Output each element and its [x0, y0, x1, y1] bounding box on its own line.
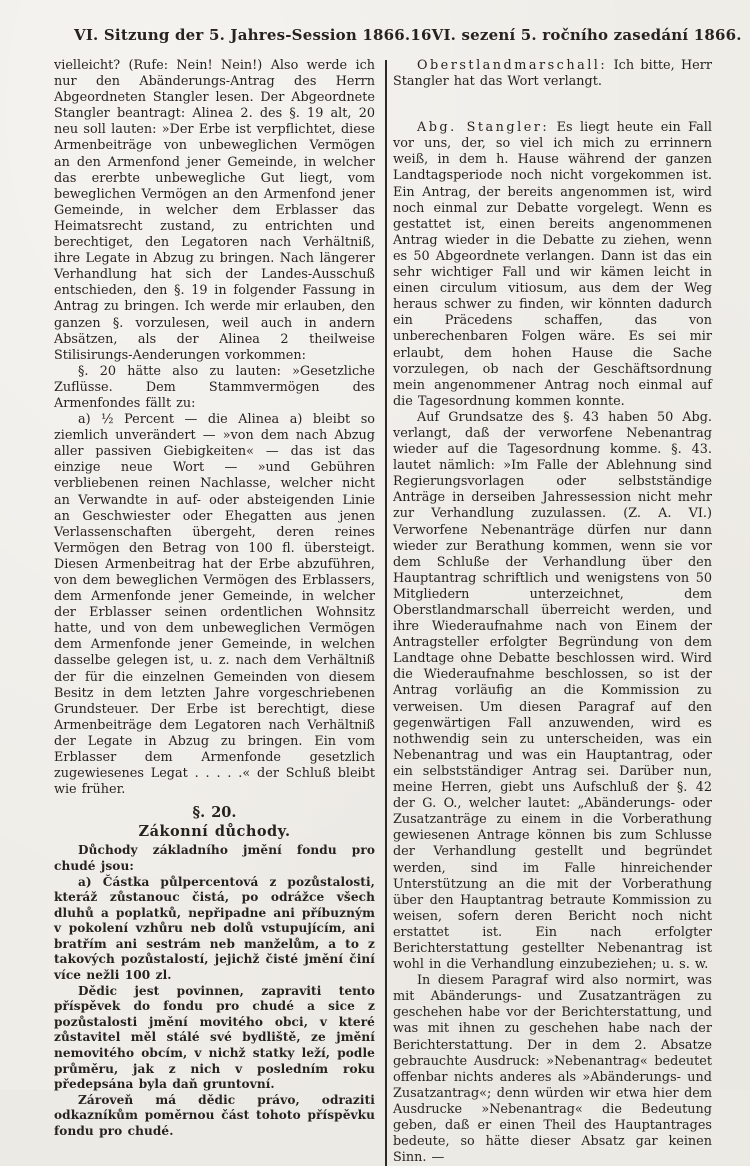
left-paragraph-4: §. 20.: [192, 804, 237, 822]
right-column: [393, 58, 712, 1166]
left-paragraph-3: a) ½ Percent — die Alinea a) bleibt so ziemlich unverändert — »von dem nach Abzug aller passiven Giebigkeiten« — das ist das einzige neue Wort — »und Gebühren verbliebenen reinen Nachlasse, welcher nicht an Verwandte in auf- oder absteigenden Linie an Geschwiester oder Ehegatten aus jenen Verlassenschaften übergeht, deren reines Vermögen den Betrag von 100 fl. übersteigt. Diesen Armenbeitrag hat der Erbe abzuführen, von dem beweglichen Vermögen des Erblassers, dem Armenfonde jener Gemeinde, in welcher der Erblasser seinen ordentlichen Wohnsitz hatte, und von dem unbeweglichen Vermögen dem Armenfonde jener Gemeinde, in welchen dasselbe gelegen ist, u. z. nach dem Verhältniß der für die einzelnen Gemeinden von diesem Besitz in dem letzten Jahre vorgeschriebenen Grundsteuer. Der Erbe ist berechtigt, diese Armenbeiträge dem Legatoren nach Verhältniß der Legate in Abzug zu bringen. Ein vom Erblasser dem Armenfonde gesetzlich zugewiesenes Legat . . . . .« der Schluß bleibt wie früher.: [54, 412, 375, 798]
page-header: [56, 26, 742, 44]
column-divider-rule: [385, 60, 387, 1166]
left-paragraph-2: §. 20 hätte also zu lauten: »Gesetzliche Zuflüsse. Dem Stammvermögen des Armenfondes fällt zu:: [54, 363, 375, 411]
right-paragraph-2: Abg. Stangler: Es liegt heute ein Fall vor uns, der, so viel ich mich zu errinnern weiß, in dem h. Hause während der ganzen Landtagsperiode noch nicht vorgekommen ist. Ein Antrag, der bereits angenommen ist, wird noch einmal zur Debatte vorgelegt. Wenn es gestattet ist, einen bereits angenommenen Antrag wieder in die Debatte zu ziehen, wenn es 50 Abgeordnete verlangen. Dann ist das ein sehr wichtiger Fall und wir kämen leicht in einen circulum vitiosum, aus dem der Weg heraus schwer zu finden, wir könnten dadurch ein Präcedens schaffen, das von unberechenbaren Folgen wäre. Es sei mir erlaubt, dem hohen Hause die Sache vorzulegen, ob nach der Geschäftsordnung mein angenommener Antrag noch einmal auf die Tagesordnung kommen konnte.: [392, 120, 712, 409]
header-title-german: VI. Sitzung der 5. Jahres-Session 1866.: [74, 26, 411, 44]
right-paragraph-4: In diesem Paragraf wird also normirt, was mit Abänderungs- und Zusatzanträgen zu geschehen habe vor der Berichterstattung, und was mit ihnen zu geschehen habe nach der Berichterstattung. Der in dem 2. Absatze gebrauchte Ausdruck: »Nebenantrag« bedeutet offenbar nichts anderes als »Abänderungs- und Zusatzantrag«; denn würden wir etwa hier dem Ausdrucke »Nebenantrag« die Bedeutung geben, daß er einen Theil des Hauptantrages bedeute, so hätte dieser Absatz gar keinen Sinn. —: [392, 973, 712, 1166]
left-paragraph-5: Zákonní důchody.: [138, 823, 291, 841]
header-title-czech: VI. sezení 5. ročního zasedání 1866.: [431, 26, 742, 44]
left-column: [54, 58, 375, 1166]
right-paragraph-3: Auf Grundsatze des §. 43 haben 50 Abg. verlangt, daß der verworfene Nebenantrag wieder auf die Tagesordnung komme. §. 43. lautet nämlich: »Im Falle der Ablehnung sind Regierungsvorlagen oder selbstständige Anträge in derseiben Jahressession nicht mehr zur Verhandlung zuzulassen. (Z. A. VI.) Verworfene Nebenanträge dürfen nur dann wieder zur Berathung kommen, wenn sie vor dem Schluße der Verhandlung über den Hauptantrag schriftlich und wenigstens von 50 Mitgliedern unterzeichnet, dem Oberstlandmarschall überreicht werden, und ihre Wiederaufnahme nach von Einem der Antragsteller erfolgter Begründung von dem Landtage ohne Debatte beschlossen wird. Wird die Wiederaufnahme beschlossen, so ist der Antrag vorläufig an die Kommission zu verweisen. Um diesen Paragraf auf den gegenwärtigen Fall anzuwenden, wird es nothwendig sein zu unterscheiden, was ein Nebenantrag und was ein Hauptantrag, oder ein selbstständiger Antrag sei. Darüber nun, meine Herren, giebt uns Aufschluß der §. 42 der G. O., welcher lautet: „Abänderungs- oder Zusatzanträge zu einem in die Vorberathung gewiesenen Antrage können bis zum Schlusse der Verhandlung gestellt und begründet werden, sind im Falle hinreichender Unterstützung an die mit der Vorberathung über den Hauptantrag betraute Kommission zu weisen, sofern deren Bericht noch nicht erstattet ist. Ein nach erfolgter Berichterstattung gestellter Nebenantrag ist wohl in die Verhandlung einzubeziehen; u. s. w.: [392, 409, 712, 973]
speaker-name: Oberstlandmarschall:: [416, 58, 608, 73]
right-paragraph-1: Oberstlandmarschall: Ich bitte, Herr Stangler hat das Wort verlangt.: [392, 58, 712, 90]
speaker-name: Abg. Stangler:: [416, 120, 550, 136]
two-column-text-block: [54, 58, 712, 1166]
left-paragraph-9: Zároveň má dědic právo, odraziti odkazníkům poměrnou část tohoto příspěvku fondu pro chudé.: [54, 1092, 375, 1138]
left-paragraph-8: Dědic jest povinnen, zapraviti tento příspěvek do fondu pro chudé a sice z pozůstalosti jmění movitého obci, v které zůstavitel měl stálé své bydliště, ze jmění nemovitého obcím, v nichž statky leží, podle průměru, jak z nich v posledním roku předepsána byla daň gruntovní.: [54, 983, 375, 1092]
left-paragraph-1: vielleicht? (Rufe: Nein! Nein!) Also werde ich nur den Abänderungs-Antrag des Herrn Abgeordneten Stangler lesen. Der Abgeordnete Stangler beantragt: Alinea 2. des §. 19 alt, 20 neu soll lauten: »Der Erbe ist verpflichtet, diese Armenbeiträge von unbeweglichen Vermögen an den Armenfond jener Gemeinde, in welcher das ererbte unbewegliche Gut liegt, vom beweglichen Vermögen an den Armenfond jener Gemeinde, in welcher dem Erblasser das Heimatsrecht zustand, zu entrichten und berechtiget, den Legatoren nach Verhältniß, ihre Legate in Abzug zu bringen. Nach längerer Verhandlung hat sich der Landes-Ausschuß entschieden, den §. 19 in folgender Fassung in Antrag zu bringen. Ich werde mir erlauben, den ganzen §. vorzulesen, weil auch in andern Absätzen, als der Alinea 2 theilweise Stilisirungs-Aenderungen vorkommen:: [54, 58, 375, 363]
left-paragraph-6: Důchody základního jmění fondu pro chudé jsou:: [54, 843, 375, 873]
page-number: 16: [410, 26, 432, 44]
left-paragraph-7: a) Částka půlpercentová z pozůstalosti, kteráž zůstanouc čistá, po odrážce všech dluhů a poplatků, nepřipadne ani příbuzným v pokolení vzhůru neb dolů vstupujícím, ani bratřím ani sestrám neb manželům, a to z takových pozůstalostí, jejichž čisté jmění činí více nežli 100 zl.: [54, 874, 375, 983]
